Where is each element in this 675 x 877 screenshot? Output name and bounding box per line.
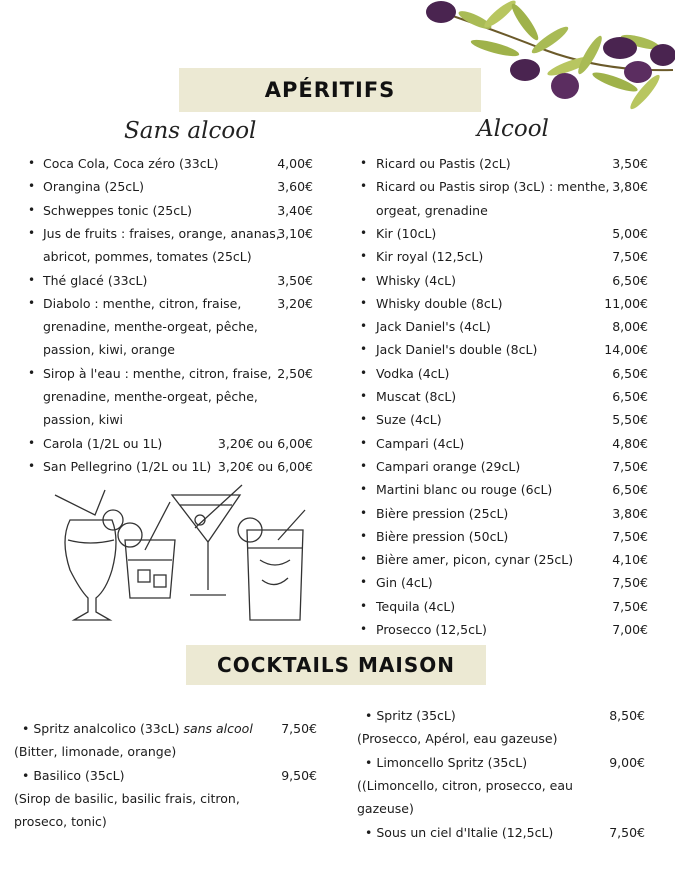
bullet-icon: •: [360, 272, 368, 287]
bullet-icon: •: [360, 156, 368, 170]
bullet-icon: •: [28, 458, 36, 473]
menu-item-price: 7,50€: [612, 598, 648, 614]
menu-item: [360, 362, 648, 385]
bullet-icon: •: [360, 458, 368, 473]
menu-item-price: 5,00€: [612, 225, 648, 241]
menu-item: [28, 152, 313, 175]
menu-item: [360, 385, 648, 408]
menu-item-price: 3,80€: [612, 505, 648, 521]
bullet-icon: •: [28, 179, 36, 194]
menu-item-price: 11,00€: [604, 295, 648, 311]
cocktail-name: Sous un ciel d'Italie (12,5cL): [376, 824, 554, 840]
bullet-icon: •: [360, 598, 368, 613]
cocktail-description: (Sirop de basilic, basilic frais, citron,: [14, 790, 240, 806]
menu-item: [28, 222, 313, 269]
cocktail-price: 8,50€: [609, 708, 645, 723]
menu-item-name: Campari (4cL): [376, 435, 465, 451]
menu-item-name: Jack Daniel's double (8cL): [376, 342, 538, 358]
menu-item-price: 4,00€: [277, 156, 313, 171]
menu-item-name: Diabolo : menthe, citron, fraise,: [43, 295, 242, 311]
menu-item-price: 3,20€ ou 6,00€: [217, 435, 313, 451]
menu-item-name: Ricard ou Pastis (2cL): [376, 156, 511, 171]
bullet-icon: •: [28, 225, 36, 240]
menu-item-name: Sirop à l'eau : menthe, citron, fraise,: [43, 365, 272, 381]
bullet-icon: •: [28, 156, 36, 170]
cocktail-name: Basilico (35cL): [33, 767, 125, 783]
bullet-icon: •: [28, 365, 36, 380]
bullet-icon: •: [360, 552, 368, 567]
menu-item: [360, 292, 648, 315]
menu-item-name: Thé glacé (33cL): [43, 272, 148, 288]
menu-item: [360, 571, 648, 594]
menu-item-price: 14,00€: [604, 342, 648, 358]
cocktail-item: [365, 704, 645, 727]
aperitifs-title-banner: [179, 68, 481, 112]
menu-item-price: 7,00€: [612, 622, 648, 637]
menu-item-name: Coca Cola, Coca zéro (33cL): [43, 156, 219, 171]
menu-item-price: 3,80€: [612, 179, 648, 195]
menu-item: [360, 315, 648, 338]
cocktails-title-banner: [186, 645, 486, 685]
menu-item-price: 8,00€: [612, 319, 648, 335]
menu-item-name: Vodka (4cL): [376, 365, 450, 381]
bullet-icon: •: [22, 767, 34, 783]
menu-item: [28, 362, 313, 432]
menu-item: [360, 222, 648, 245]
menu-item: [360, 525, 648, 548]
menu-item: [360, 478, 648, 501]
bullet-icon: •: [360, 179, 368, 194]
cocktail-tag: sans alcool: [183, 721, 253, 736]
menu-item-price: 3,50€: [277, 272, 313, 288]
bullet-icon: •: [360, 225, 368, 240]
menu-item-price: 7,50€: [612, 575, 648, 591]
cocktail-description: ((Limoncello, citron, prosecco, eau: [357, 777, 573, 793]
menu-item-price: 6,50€: [612, 272, 648, 288]
menu-item: [28, 199, 313, 222]
bullet-icon: •: [360, 249, 368, 264]
cocktail-name: Limoncello Spritz (35cL): [376, 754, 528, 770]
menu-item: [360, 455, 648, 478]
cocktail-glasses-icon: [50, 480, 315, 630]
cocktail-name: Spritz (35cL): [376, 708, 456, 723]
menu-item-name: Bière pression (50cL): [376, 528, 509, 544]
menu-item-name: Ricard ou Pastis sirop (3cL) : menthe,: [376, 179, 610, 195]
menu-item-name: abricot, pommes, tomates (25cL): [43, 249, 252, 265]
cocktail-description: proseco, tonic): [14, 814, 107, 830]
menu-item-name: orgeat, grenadine: [376, 202, 488, 218]
cocktail-name: Spritz analcolico (33cL): [33, 721, 180, 736]
menu-item-name: Kir (10cL): [376, 225, 437, 241]
alcool-heading: Alcool: [477, 116, 549, 142]
bullet-icon: •: [360, 295, 368, 310]
cocktail-price: 7,50€: [281, 721, 317, 736]
menu-item: [360, 548, 648, 571]
menu-item-price: 4,80€: [612, 435, 648, 451]
bullet-icon: •: [28, 435, 36, 450]
bullet-icon: •: [28, 202, 36, 217]
menu-item-name: Orangina (25cL): [43, 179, 145, 195]
menu-item: [360, 502, 648, 525]
menu-item-name: Muscat (8cL): [376, 389, 457, 404]
menu-item: [28, 175, 313, 198]
cocktail-price: 7,50€: [609, 824, 645, 840]
menu-item: [360, 618, 648, 641]
cocktail-price: 9,00€: [609, 754, 645, 770]
menu-item-name: Carola (1/2L ou 1L): [43, 435, 163, 451]
menu-item-price: 3,10€: [277, 225, 313, 241]
menu-item: [28, 455, 313, 478]
menu-item-price: 7,50€: [612, 458, 648, 474]
cocktail-description: gazeuse): [357, 801, 414, 817]
aperitifs-title: APÉRITIFS: [264, 78, 396, 102]
bullet-icon: •: [360, 505, 368, 520]
cocktail-item: [365, 821, 645, 844]
menu-item: [360, 269, 648, 292]
menu-item-price: 7,50€: [612, 528, 648, 544]
bullet-icon: •: [360, 342, 368, 357]
menu-item: [28, 269, 313, 292]
bullet-icon: •: [365, 754, 377, 770]
menu-item-name: Jus de fruits : fraises, orange, ananas,: [43, 225, 280, 241]
cocktail-description: (Prosecco, Apérol, eau gazeuse): [357, 731, 558, 747]
menu-item-name: Whisky double (8cL): [376, 295, 503, 311]
menu-item-price: 6,50€: [612, 365, 648, 381]
menu-item-price: 3,40€: [277, 202, 313, 218]
menu-item: [360, 152, 648, 175]
menu-item-name: Schweppes tonic (25cL): [43, 202, 192, 218]
menu-item-price: 3,20€ ou 6,00€: [217, 458, 313, 474]
bullet-icon: •: [28, 295, 36, 310]
menu-item-name: grenadine, menthe-orgeat, pêche,: [43, 319, 258, 335]
cocktail-item: [22, 717, 317, 740]
menu-item: [28, 432, 313, 455]
menu-item-price: 6,50€: [612, 482, 648, 498]
menu-item: [360, 432, 648, 455]
cocktails-title: COCKTAILS MAISON: [217, 653, 455, 677]
menu-item-name: passion, kiwi, orange: [43, 342, 175, 358]
menu-item-price: 7,50€: [612, 249, 648, 265]
cocktail-price: 9,50€: [281, 767, 317, 783]
bullet-icon: •: [360, 412, 368, 427]
menu-item: [360, 245, 648, 268]
menu-item-price: 5,50€: [612, 412, 648, 428]
menu-item-price: 3,20€: [277, 295, 313, 311]
menu-item-price: 4,10€: [612, 552, 648, 568]
bullet-icon: •: [365, 824, 377, 840]
bullet-icon: •: [360, 622, 368, 636]
menu-item-name: Gin (4cL): [376, 575, 433, 591]
menu-item-price: 3,50€: [612, 156, 648, 171]
menu-item: [28, 292, 313, 362]
menu-item-price: 6,50€: [612, 389, 648, 404]
bullet-icon: •: [360, 389, 368, 403]
menu-item-name: Suze (4cL): [376, 412, 442, 428]
sans-alcool-heading: Sans alcool: [124, 118, 257, 144]
menu-item: [360, 175, 648, 222]
menu-item-price: 3,60€: [277, 179, 313, 195]
menu-item-name: Kir royal (12,5cL): [376, 249, 484, 265]
menu-item-name: Campari orange (29cL): [376, 458, 521, 474]
bullet-icon: •: [360, 575, 368, 590]
cocktail-item: [22, 764, 317, 787]
menu-item-name: Prosecco (12,5cL): [376, 622, 487, 637]
menu-item-name: Whisky (4cL): [376, 272, 456, 288]
bullet-icon: •: [28, 272, 36, 287]
cocktail-description: (Bitter, limonade, orange): [14, 744, 177, 760]
menu-item-name: Jack Daniel's (4cL): [376, 319, 491, 335]
bullet-icon: •: [360, 528, 368, 543]
menu-item-name: Bière amer, picon, cynar (25cL): [376, 552, 574, 568]
menu-item: [360, 595, 648, 618]
menu-item-name: Bière pression (25cL): [376, 505, 509, 521]
menu-item-name: passion, kiwi: [43, 412, 124, 428]
bullet-icon: •: [360, 482, 368, 497]
menu-item: [360, 408, 648, 431]
menu-item-name: Tequila (4cL): [376, 598, 456, 614]
bullet-icon: •: [360, 435, 368, 450]
menu-item-name: grenadine, menthe-orgeat, pêche,: [43, 388, 258, 404]
menu-item-name: Martini blanc ou rouge (6cL): [376, 482, 553, 498]
bullet-icon: •: [360, 365, 368, 380]
menu-item-name: San Pellegrino (1/2L ou 1L): [43, 458, 212, 474]
menu-item-price: 2,50€: [277, 365, 313, 381]
menu-item: [360, 338, 648, 361]
bullet-icon: •: [22, 721, 34, 736]
cocktail-item: [365, 751, 645, 774]
bullet-icon: •: [360, 319, 368, 334]
bullet-icon: •: [365, 708, 377, 723]
